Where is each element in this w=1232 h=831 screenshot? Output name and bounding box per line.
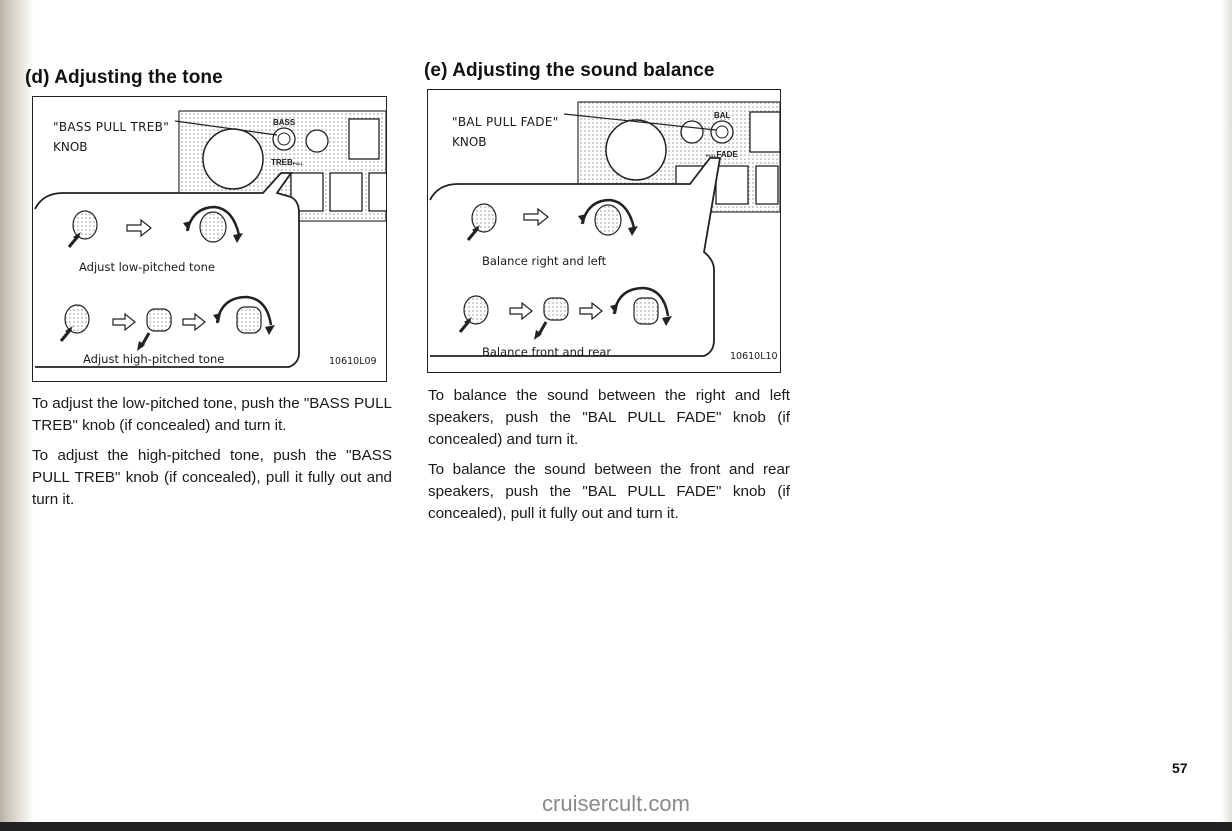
section-e-paragraph-1: To balance the sound between the right and left speakers, push the "BAL PULL FADE" knob (if concealed) and turn it.: [428, 387, 790, 448]
section-e-body: [428, 385, 790, 533]
knob-top-label: BAL: [714, 111, 731, 120]
page-number: 57: [1172, 760, 1188, 776]
balance-figure: [427, 89, 781, 373]
section-e-paragraph-2: To balance the sound between the front and rear speakers, push the "BAL PULL FADE" knob (if concealed), pull it fully out and turn it.: [428, 461, 790, 522]
balance-figure-drawing: [428, 90, 780, 372]
figure-code: 10610L10: [730, 351, 778, 362]
knob-callout-sublabel: KNOB: [53, 140, 88, 154]
knob-bottom-label: TREBPULL: [271, 158, 304, 167]
page-edge-right: [1222, 0, 1232, 831]
scan-bottom-edge: [0, 822, 1232, 831]
knob-callout-label: "BAL PULL FADE": [452, 115, 559, 129]
step-1-label: Adjust low-pitched tone: [79, 260, 215, 274]
section-e-title: (e) Adjusting the sound balance: [424, 60, 715, 81]
knob-top-label: BASS: [273, 118, 296, 127]
page-binding-shadow: [0, 0, 34, 831]
step-2-label: Adjust high-pitched tone: [83, 352, 225, 366]
volume-dial: [606, 120, 666, 180]
knob-callout-label: "BASS PULL TREB": [53, 120, 170, 134]
section-d-paragraph-1: To adjust the low-pitched tone, push the "BASS PULL TREB" knob (if concealed) and turn it.: [32, 395, 392, 434]
knob-callout-sublabel: KNOB: [452, 135, 487, 149]
figure-code: 10610L09: [329, 356, 377, 367]
section-d-body: [32, 393, 392, 519]
section-d-title: (d) Adjusting the tone: [25, 67, 223, 88]
section-d-paragraph-2: To adjust the high-pitched tone, push the "BASS PULL TREB" knob (if concealed), pull it fully out and turn it.: [32, 447, 392, 508]
watermark: cruisercult.com: [542, 791, 690, 816]
step-1-label: Balance right and left: [482, 254, 607, 268]
tone-figure: [32, 96, 387, 382]
step-2-label: Balance front and rear: [482, 345, 612, 359]
knob-bottom-label: PULLFADE: [706, 150, 738, 159]
volume-dial: [203, 129, 263, 189]
